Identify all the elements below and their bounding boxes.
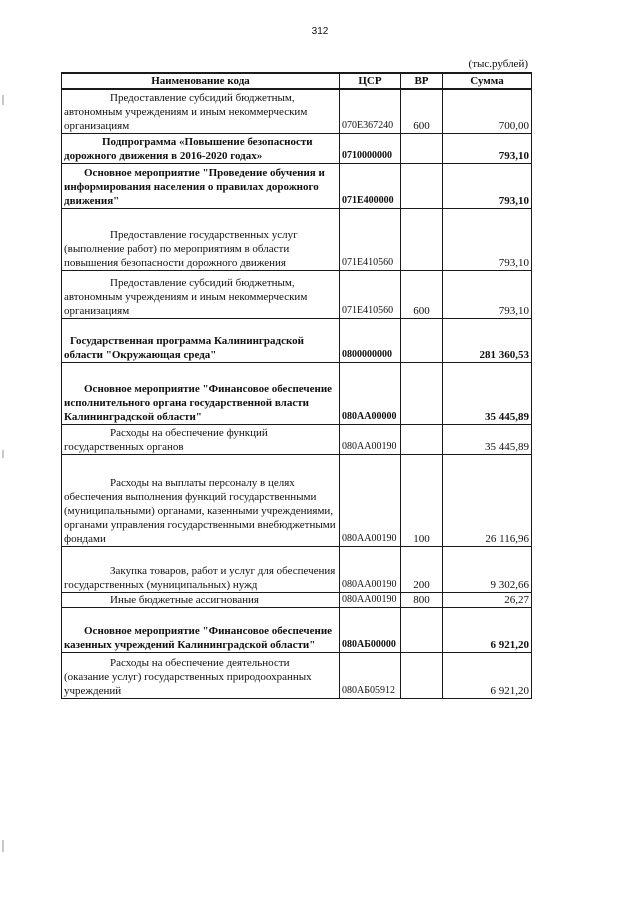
- row-name: Предоставление субсидий бюджетным, автономным учреждениям и иным некоммерческим организациям: [62, 89, 340, 133]
- row-csr: 071Е400000: [340, 163, 401, 208]
- header-sum: Сумма: [443, 73, 532, 89]
- row-vr: [401, 208, 443, 270]
- table-row: [62, 592, 532, 607]
- row-sum: 793,10: [443, 270, 532, 318]
- row-sum: 6 921,20: [443, 652, 532, 698]
- row-name: Государственная программа Калининградской области "Окружающая среда": [62, 318, 340, 362]
- row-name: Подпрограмма «Повышение безопасности дорожного движения в 2016-2020 годах»: [62, 133, 340, 163]
- row-csr: 080АБ05912: [340, 652, 401, 698]
- row-sum: 793,10: [443, 208, 532, 270]
- row-vr: [401, 318, 443, 362]
- table-row: [62, 318, 532, 362]
- row-csr: 070Е367240: [340, 89, 401, 133]
- table-row: [62, 454, 532, 546]
- row-sum: 26,27: [443, 592, 532, 607]
- row-csr: 0800000000: [340, 318, 401, 362]
- scan-margin-mark: [2, 95, 4, 105]
- row-sum: 35 445,89: [443, 424, 532, 454]
- row-name: Расходы на обеспечение деятельности (оказание услуг) государственных природоохранных учреждений: [62, 652, 340, 698]
- row-csr: 080АА00190: [340, 424, 401, 454]
- row-vr: [401, 362, 443, 424]
- row-vr: [401, 163, 443, 208]
- header-csr: ЦСР: [340, 73, 401, 89]
- table-header-row: [62, 73, 532, 89]
- table-row: [62, 89, 532, 133]
- table-row: [62, 362, 532, 424]
- row-sum: 35 445,89: [443, 362, 532, 424]
- table-row: [62, 546, 532, 592]
- table-row: [62, 208, 532, 270]
- budget-table: [61, 72, 532, 699]
- row-csr: 080АА00000: [340, 362, 401, 424]
- row-vr: 600: [401, 89, 443, 133]
- table-row: [62, 270, 532, 318]
- row-csr: 071Е410560: [340, 270, 401, 318]
- table-row: [62, 133, 532, 163]
- row-vr: 100: [401, 454, 443, 546]
- row-name: Закупка товаров, работ и услуг для обеспечения государственных (муниципальных) нужд: [62, 546, 340, 592]
- row-vr: [401, 133, 443, 163]
- row-csr: 071Е410560: [340, 208, 401, 270]
- row-vr: 200: [401, 546, 443, 592]
- row-name: Предоставление субсидий бюджетным, автономным учреждениям и иным некоммерческим организациям: [62, 270, 340, 318]
- row-name: Основное мероприятие "Финансовое обеспечение исполнительного органа государственной власти Калининградской области": [62, 362, 340, 424]
- row-name: Основное мероприятие "Проведение обучения и информирования населения о правилах дорожного движения": [62, 163, 340, 208]
- scan-margin-mark: [2, 840, 4, 852]
- row-vr: 800: [401, 592, 443, 607]
- row-sum: 793,10: [443, 163, 532, 208]
- row-csr: 080АА00190: [340, 592, 401, 607]
- row-sum: 6 921,20: [443, 607, 532, 652]
- row-sum: 793,10: [443, 133, 532, 163]
- row-vr: 600: [401, 270, 443, 318]
- header-vr: ВР: [401, 73, 443, 89]
- row-csr: 080АА00190: [340, 454, 401, 546]
- row-csr: 080АА00190: [340, 546, 401, 592]
- row-name: Основное мероприятие "Финансовое обеспечение казенных учреждений Калининградской области": [62, 607, 340, 652]
- row-vr: [401, 424, 443, 454]
- scan-margin-mark: [2, 450, 4, 458]
- row-name: Расходы на выплаты персоналу в целях обеспечения выполнения функций государственными (муниципальными) органами, казенными учреждениями, органами управления государственными внебюджетными фондами: [62, 454, 340, 546]
- page-number: 312: [311, 26, 329, 37]
- row-csr: 0710000000: [340, 133, 401, 163]
- row-vr: [401, 607, 443, 652]
- header-name: Наименование кода: [62, 73, 340, 89]
- row-vr: [401, 652, 443, 698]
- table-row: [62, 652, 532, 698]
- row-sum: 281 360,53: [443, 318, 532, 362]
- units-label: (тыс.рублей): [468, 58, 528, 70]
- row-sum: 700,00: [443, 89, 532, 133]
- row-name: Предоставление государственных услуг (выполнение работ) по мероприятиям в области повышения безопасности дорожного движения: [62, 208, 340, 270]
- table-row: [62, 607, 532, 652]
- row-sum: 26 116,96: [443, 454, 532, 546]
- table-row: [62, 163, 532, 208]
- row-name: Иные бюджетные ассигнования: [62, 592, 340, 607]
- row-csr: 080АБ00000: [340, 607, 401, 652]
- table-row: [62, 424, 532, 454]
- row-name: Расходы на обеспечение функций государственных органов: [62, 424, 340, 454]
- row-sum: 9 302,66: [443, 546, 532, 592]
